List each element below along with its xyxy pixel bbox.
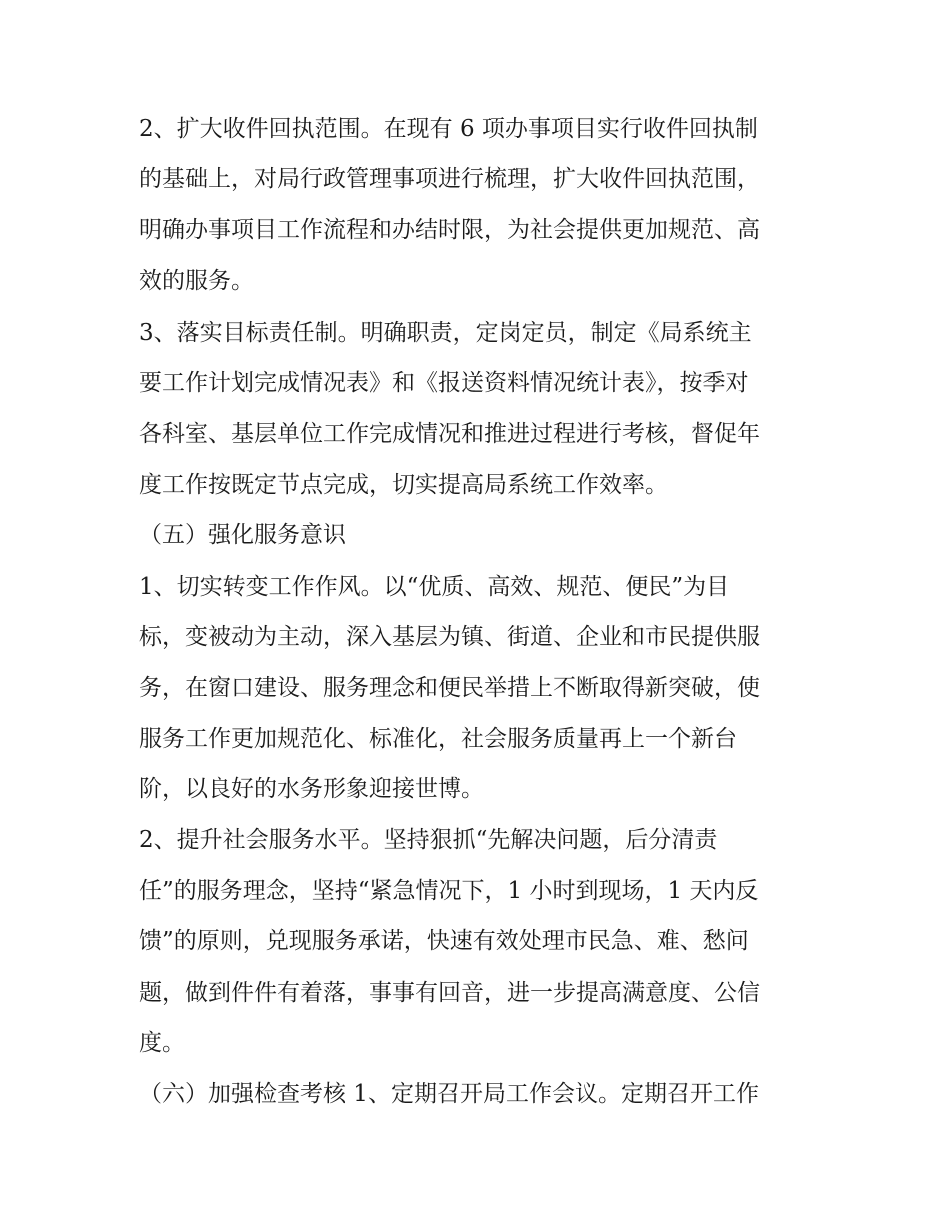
text-line: 3、落实目标责任制。明确职责，定岗定员，制定《局系统主 xyxy=(139,320,752,346)
text-line: 题，做到件件有着落，事事有回音，进一步提高满意度、公信 xyxy=(139,980,760,1006)
text-line: 服务工作更加规范化、标准化，社会服务质量再上一个新台 xyxy=(139,726,737,752)
section-heading: （五）强化服务意识 xyxy=(139,522,346,548)
text-line: 任”的服务理念，坚持“紧急情况下，1 小时到现场，1 天内反 xyxy=(139,878,759,904)
text-line: 2、扩大收件回执范围。在现有 6 项办事项目实行收件回执制 xyxy=(139,116,758,142)
text-line: 度。 xyxy=(139,1030,185,1056)
text-line: 要工作计划完成情况表》和《报送资料情况统计表》，按季对 xyxy=(139,370,749,396)
text-line: 标，变被动为主动，深入基层为镇、街道、企业和市民提供服 xyxy=(139,624,760,650)
text-line: 阶，以良好的水务形象迎接世博。 xyxy=(139,776,484,802)
text-line: 馈”的原则，兑现服务承诺，快速有效处理市民急、难、愁问 xyxy=(139,928,749,954)
text-line: 2、提升社会服务水平。坚持狠抓“先解决问题，后分清责 xyxy=(139,827,718,853)
text-line: 各科室、基层单位工作完成情况和推进过程进行考核，督促年 xyxy=(139,421,760,447)
text-line: 1、切实转变工作作风。以“优质、高效、规范、便民”为目 xyxy=(139,574,730,600)
text-line: 务，在窗口建设、服务理念和便民举措上不断取得新突破，使 xyxy=(139,675,760,701)
section-heading: （六）加强检查考核 1、定期召开局工作会议。定期召开工作 xyxy=(139,1081,759,1107)
text-line: 的基础上，对局行政管理事项进行梳理，扩大收件回执范围， xyxy=(139,166,760,192)
text-line: 效的服务。 xyxy=(139,268,254,294)
text-line: 度工作按既定节点完成，切实提高局系统工作效率。 xyxy=(139,472,668,498)
text-line: 明确办事项目工作流程和办结时限，为社会提供更加规范、高 xyxy=(139,217,760,243)
